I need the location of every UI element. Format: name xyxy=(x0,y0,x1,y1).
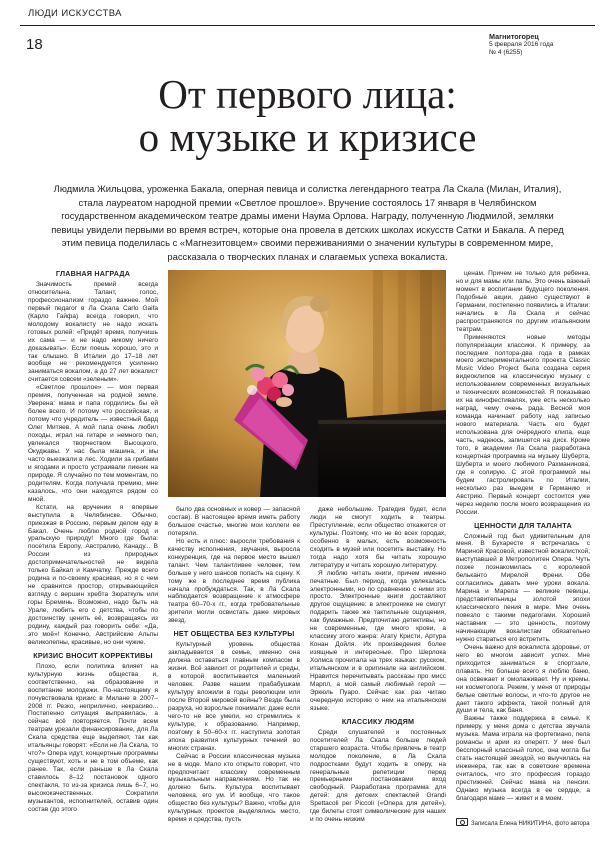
article-lead: Людмила Жильцова, уроженка Бакала, оперная певица и солистка легендарного театра Ла Скала (Милан, Италия), стала лауреатом народной премии «Светлое прошлое». Вручение состоялось 17 января в Челябинском государственном академическом театре драмы имени Наума Орлова. Наградy, полученную Людмилой, земляки певицы увидели первыми во время встреч, которые она провела в детских школах искусств Сатки и Бакала. А перед этим певица поделилась с «Магнезитовцем» своими переживаниями о значении культуры в современном мире, рассказала о творческих планах и слагаемых успеха вокалиста. xyxy=(51,183,564,262)
paragraph: Но есть и плюс: выросли требования к качеству исполнения, звучания, выросла конкуренция, где на первое место вышел талант. Чем талантливее человек, тем больше у него шансов попасть на сцену. К тому же в последнее время публика начала пробуждаться. Так, в Ла Скала наблюдается возвращение к атмосфере театра 60–70-х гг., когда требовательные зрители могли освистать даже мировых звезд. xyxy=(168,537,300,625)
paragraph: Очень важно для вокалиста здоровье, от него во многом зависит успех. Мне приходится заниматься в спортзале, плавать. Но больше всего я люблю баню, она освежает и омолаживает. Ну и кремы, ни косметолога. Режим, у меня от природы белые светлые волосы, и что-то другое не дает такого эффекта, такой полный для души и тела, как баня. xyxy=(456,643,590,715)
paragraph: Важны также поддержка в семье. К примеру, у меня дома с детства звучала музыка. Мама играла на фортепиано, пела романсы и арии из оперетт. У мее был бесспорный классный голос, она могла бы стать настоящей звездой, но выучилась на инженера, так как в советские времена считалось, что это профессия гораздо престижней. Сейчас мама на пенсии. Однако музыка всегда в ее сердце, а благодаря маме — живет и в моем. xyxy=(456,715,590,802)
newspaper-name: Магнитогорец xyxy=(489,32,539,41)
subheading-main-award: ГЛАВНАЯ НАГРАДА xyxy=(55,270,131,278)
masthead xyxy=(489,33,553,58)
article-title-line2: о музыке и кризисе xyxy=(138,114,477,160)
subheading-values: ЦЕННОСТИ ДЛЯ ТАЛАНТА xyxy=(474,520,572,530)
paragraph: Сейчас в России классическая музыка не в моде. Мало кто открыто говорит, что предпочитает классику современным музыкальным направлениям. Но так не должно быть. Культура воспитывает человека, его ум. И вообще, что такое общество без культуры? Важно, чтобы для культурных проектов выделялись место, время и средства, пусть xyxy=(168,752,300,824)
article-column-1 xyxy=(28,270,158,826)
paragraph: Культурный уровень общества закладывается в семье, именно она должна оставаться главным компасом в жизни. Всё зависит от родителей и среды, в которой воспитывается маленький человек. Разве нашим прабабушкам культуру вложили в годы революции или после Второй мировой войны? Везде была разруха, но взрослые понимали: даже если чего-то не все умели, но стремились к культуре, к образованию. Например, поэтому в 50–60-х гг. наступила золотая эпоха развития культурных течений во многих странах. xyxy=(168,641,300,752)
camera-icon xyxy=(456,818,468,826)
article-column-3 xyxy=(310,506,446,826)
photo-credit-text: Записала Елена НИКИТИНА, фото автора xyxy=(471,821,590,827)
article-column-2 xyxy=(168,506,300,826)
subheading-crisis: КРИЗИС ВНОСИТ КОРРЕКТИВЫ xyxy=(33,650,153,660)
subheading-classics: КЛАССИКУ ЛЮДЯМ xyxy=(341,716,415,726)
paragraph: было два основных и ковер — запасной состав). В настоящее время иметь работу большое счастье, многие мои коллеги ее потеряли. xyxy=(168,506,300,537)
article-title-line1: От первого лица: xyxy=(158,71,457,117)
paragraph: Плохо, если политика влияет на культурную жизнь общества и, соответственно, на образование и воспитание молодежи. По-настоящему я почувствовала кризис в Милане в 2007–2008 гг. Резко, неприлично, некрасиво... Постепенно ситуация выправилась, а сейчас всё повторяется. Почти всем театрам урезали финансирование, для Ла Скала средства еще выделяют, так как итальянцы говорят: «Если не Ла Скала, то что?» Опера идут, концертные программы существуют, хоть и не в том объеме, как ранее. Так, если раньше в Ла Скала ставилось 8–12 постановок одного спектакля, то из-за кризиса лишь 6–7, но высококачественных. Сократили музыкантов, исполнителей, оставив один состав (до этого xyxy=(28,662,158,813)
photo-credit xyxy=(456,818,590,827)
paragraph: ценам. Причем не только для ребенка, но и для мамы или папы. Это очень важный момент в воспитании будущего поколения. Подобные акции, давно существуют в Германии, постепенно появились в Италии: начались в Ла Скала и сейчас распространяются по другим итальянским театрам. xyxy=(456,270,590,333)
paragraph: Сложный год был удивительным для меня. В Бухаресте я встречалась с Мариной Красовой, известной вокалисткой, выступавшей в Метрополитен Опера. Чуть позже познакомилась с королевой бельканто Мирелой Френи. Обе согласились давать мне уроки вокала. Марина и Марела — великие певицы, представительницы золотой эпохи классического пения в мире. Мне очень повезло с такими педагогами. Хороший наставник — это ценность, поэтому начинающим вокалистам обязательно нужно стараться его встретить. xyxy=(456,532,590,643)
section-rubric: ЛЮДИ ИСКУССТВА xyxy=(28,8,122,19)
subheading-society: НЕТ ОБЩЕСТВА БЕЗ КУЛЬТУРЫ xyxy=(173,629,295,639)
page-number: 18 xyxy=(26,36,43,53)
paragraph: Значимость премий всегда относительна. Талант, голос, профессионализм гораздо важнее. Мой первый педагог в Ла Скала Carlo Gaifa (Карло Гайфа) всегда говорил, что молодому вокалисту не надо искать готовых ролей: «Придёт время, получишь их сама — и не надо никому ничего доказывать». Если поешь хорошо, это и так слышно. В Италии до 17–18 лет вообще не рекомендуется усиленно заниматься вокалом, а до 27 лет вокалист считается совсем «зеленым». xyxy=(28,280,158,384)
issue-date: 5 февраля 2016 года xyxy=(489,41,554,49)
paragraph: Применяются новые методы популяризации классики. К примеру, за последние полтора-два года в рамках моего экспериментального проекта Classic Music Video Project была создана серия видеоклипов на классическую музыку с использованием современных визуальных и технических возможностей. Я показываю их на кинофестивалях, уже есть несколько наград, чему очень рада. Весной моя команда начинает работу над записью нового материала. Часть его будет использована для очередного клипа, еще часть, надеюсь, запишется на диск. Кроме того, в академии Ла Скала разработана концертная программа на музыку Шуберта, Шуберта и моего любимого Рахманинова, где я солирую. С этой программой мы будем гастролировать по Италии, несколько раз выедем в Германию и Австрию. Первый концерт состоится уже через неделю после моего возвращения из России. xyxy=(456,333,590,516)
paragraph: Кстати, на вручении я впервые выступила в Челябинске. Обычно, приезжая в Россию, первым делом еду в Бакал. Очень люблю родной город и уральскую природу! Много где была: посетила Европу, Австралию, Канаду... В России из природных достопримечательностей не видела только Байкал и Камчатку. Прежде всего родина и по-своему красивая, но я с чем не сравнится простор, открывающийся взгляду с вершин хребта Зюраткуль или горы Бреминь. Возможно, надо быть на Урале, любить его с детства, чтобы по достоинству ценить её, возвращаясь из родину, каждый раз говорить себе: «Да, это моё»! Конечно, Австрийские Альпы великолепны, красивые, но они чужие. xyxy=(28,503,158,646)
issue-number: № 4 (6255) xyxy=(489,49,523,57)
singer-photo xyxy=(168,270,446,497)
paragraph: Среди слушателей и постоянных посетителей Ла Скала больше людей старшего возраста. Чтобы привлечь в театр молодое поколение, в Ла Скала подростками будут ходить в оперу, на генеральные репетиции перед премьерными постановками вход свободный. Разработана программа для детей: для детских спектаклей Grandi Spettacoli per Piccoli («Опера для детей»), где билеты стоят символические для наших и по очень низким xyxy=(310,728,446,824)
header-rule xyxy=(20,25,595,26)
paragraph: «Светлое прошлое» — моя первая премия, полученная на родной земле. Уверена: мама и папа гордились бы ей более всего. И потому что российская, и потому что учредитель — известный бард Олег Митяев. А мой папа очень любил походы, играл на гитаре и немного пел, увлекался творчеством Высоцкого, Окуджавы. У нас была машина, и мы часто выезжали в лес. Ходили за грибами и ягодами и просто устраивали пикник на природе. Я случайно по тем моментам, по родителям. Когда получала премию, мне казалось, что они находятся рядом со мной. xyxy=(28,384,158,503)
paragraph: Я люблю читать книги, причем именно печатные. Был период, когда увлекалась электронными, но по сравнению с ними это просто. Электронные книги доставляют другое ощущение: в электронике не смогут подарить также же тактильные ощущения, как бумажные. Предпочитаю детективы, но не современные, где много крови, а классику этого жанра: Агату Кристи, Артура Конан Дойля. Их произведения более изящные и интересные. Про Шерлока Холмса прочитала на трех языках: русском, итальянском и в оригинале на английском. Нравится перечитывать рассказы про мисс Марпл, а мой самый любимый герой — Эркюль Пуаро. Сейчас как раз читаю очередную историю о нем на итальянском языке. xyxy=(310,569,446,712)
article-column-4 xyxy=(456,270,590,815)
paragraph: даже небольшие. Трагедия будет, если люди не смогут ходить в театры. Преступление, если общество откажется от культуры. Поэтому, что не во всех городах, особенно в малых, есть возможность сходить в музей или посетить выставку. Но тогда надо хотя бы читать хорошую литературу и читать хорошую литературу. xyxy=(310,506,446,569)
singer-photo-illustration xyxy=(168,270,446,497)
